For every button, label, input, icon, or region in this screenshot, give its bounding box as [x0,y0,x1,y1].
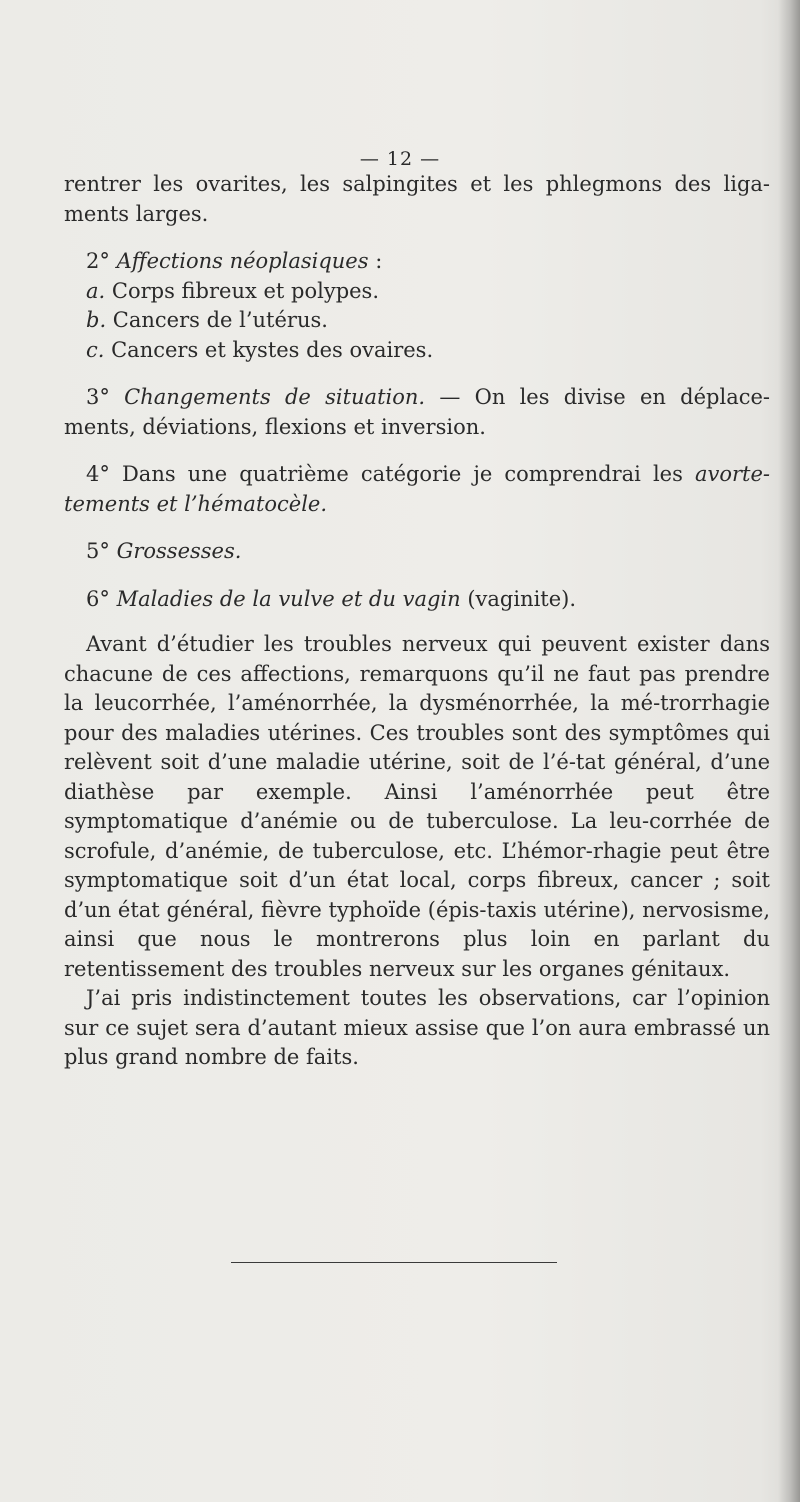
section-6-number: 6° [86,586,110,611]
page-body [64,170,770,1073]
list-item-text: Cancers de l’utérus. [106,308,328,332]
closing-rule [231,1262,557,1263]
page-number: — 12 — [359,148,441,170]
section-4-paragraph [64,460,770,519]
section-2-number: 2° [86,249,110,273]
section-2-colon: : [368,249,383,273]
jai-paragraph: J’ai pris indistinctement toutes les observations, car l’opinion sur ce sujet sera d’autant mieux assise que l’on aura embrassé un plus grand nombre de faits. [64,986,770,1069]
list-item-letter: b. [86,308,107,332]
section-4-text: Dans une quatrième catégorie je comprendrai les [109,462,695,486]
list-item-c [64,336,770,366]
section-4-number: 4° [86,462,110,486]
section-6-title: Maladies de la vulve et du vagin [116,586,461,611]
section-3-paragraph [64,383,770,442]
section-5-title: Grossesses. [116,539,242,563]
list-item-letter: a. [86,278,106,303]
section-5-number: 5° [86,539,110,563]
intro-paragraph: rentrer les ovarites, les salpingites et les phlegmons des liga-ments larges. [64,172,770,226]
section-2-title: Affections néoplasiques [116,249,369,273]
section-2-heading [64,247,770,277]
section-4-title: avorte-tements et l’hématocèle. [64,462,770,516]
section-6-heading [64,585,770,615]
section-3-number: 3° [86,385,110,409]
list-item-text: Corps fibreux et polypes. [105,278,380,303]
list-item-b [64,306,770,336]
section-5-heading [64,537,770,567]
page-edge-shadow [778,0,800,1502]
section-6-text: (vaginite). [460,586,577,611]
avant-paragraph: Avant d’étudier les troubles nerveux qui peuvent exister dans chacune de ces affections, remarquons qu’il ne faut pas prendre la leucorrhée, l’aménorrhée, la dysménorrhée, la mé-trorrhagie pour des maladies utérines. Ces troubles sont des symptômes qui relèvent soit d’une maladie utérine, soit de l’é-tat général, d’une diathèse par exemple. Ainsi l’aménorrhée peut être symptomatique d’anémie ou de tuberculose. La leu-corrhée de scrofule, d’anémie, de tuberculose, etc. L’hémor-rhagie peut être symptomatique soit d’un état local, corps fibreux, cancer ; soit d’un état général, fièvre typhoïde (épis-taxis utérine), nervosisme, ainsi que nous le montrerons plus loin en parlant du retentissement des troubles nerveux sur les organes génitaux. [64,632,770,981]
section-3-title: Changements de situation. [124,385,426,409]
list-item-text: Cancers et kystes des ovaires. [104,337,434,362]
list-item-a [64,277,770,307]
section-3-text: — On les divise en déplace-ments, déviations, flexions et inversion. [64,385,770,439]
list-item-letter: c. [86,337,105,362]
